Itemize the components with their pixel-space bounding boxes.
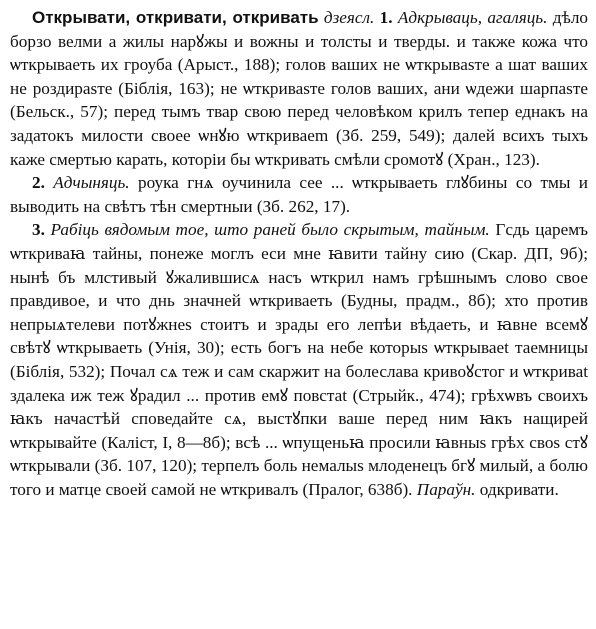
sense-1-definition: Адкрываць, агаляць. [397,8,548,27]
sense-3-citations: Гсдь царемъ ѡткриваꙗ тайны, понеже моглъ еси мне ꙗвити тайну сию (Скар. ДП, 9б); нынѣ бъ млстивый ꙋжалившисѧ насъ ѡткрил намъ грѣшнымъ слово свое правдивое, и что днь значней ѡткриваеть (Будны, прадм., 8б); хто против непрыѧтелеви потꙋжнеѕ стоитъ и зрады его лепѣи вѣдаеть, и ꙗвне всемꙋ свѣтꙋ ѡткрываеть (Унія, 30); есть богъ на небе которыѕ ѡткрываеt таемницы (Біблія, 532); Почал сѧ теж и сам скаржит на болеслава кривоꙋстог и ѡткриваt здалека иж теж ꙋрадил ... против емꙋ повстаt (Стрыйк., 474); грѣхѡвъ своихъ ꙗкъ начастѣй споведайте сѧ, выстꙋпки ваше перед ним ꙗкъ нащирей ѡткрывайте (Каліст, I, 8—8б); всѣ ... ѡпущеньꙗ просили ꙗвныѕ грѣх своѕ стꙋ ѡткрывали (Зб. 107, 120); терпелъ боль немалыѕ млоденецъ бгꙋ милый, а болю того и матце своей самой не ѡткривалъ (Пралог, 638б). [10,220,589,499]
sense-3-paragraph [10,218,588,501]
headword: Открывати, откривати, откривать [32,8,319,27]
see-also-label: Параўн. [416,479,476,499]
sense-2-paragraph [10,171,588,218]
sense-3-number: 3. [32,220,45,240]
sense-1-citations: дѣло борзо велми а жилы нарꙋжы и вожны и толсты и тверды. и также кожа что ѡткрываеть их гроуба (Арыст., 188); голов ваших не ѡткрываѕте а шат ваших не роздираѕте (Біблія, 163); не ѡткриваѕте голов ваших, ани ѡдежи шарпаѕте (Бельск., 57); перед тымъ твар свою перед человѣком крилъ тепер еднакъ на задатокъ милости своее ѡнꙋю ѡткриваеm (Зб. 259, 549); далей всихъ тыхъ каже смертью карать, которіи бы ѡткривать смѣли сромотꙋ (Хран., 123). [10,8,588,169]
sense-3-definition: Рабіць вядомым тое, што раней было скрытым, тайным. [50,220,490,240]
sense-1-paragraph [10,6,588,171]
see-also-word: одкривати. [479,479,559,499]
grammar-label: дзеясл. [323,8,375,27]
sense-2-definition: Адчыняць. [53,173,130,193]
sense-2-number: 2. [32,173,45,193]
sense-2-citations: роука гнѧ оучинила сее ... ѡткрываеть глꙋбины со тмы и выводить на свѣтъ тѣн смертныи (Зб. 262, 17). [10,173,589,216]
sense-1-number: 1. [379,8,393,27]
